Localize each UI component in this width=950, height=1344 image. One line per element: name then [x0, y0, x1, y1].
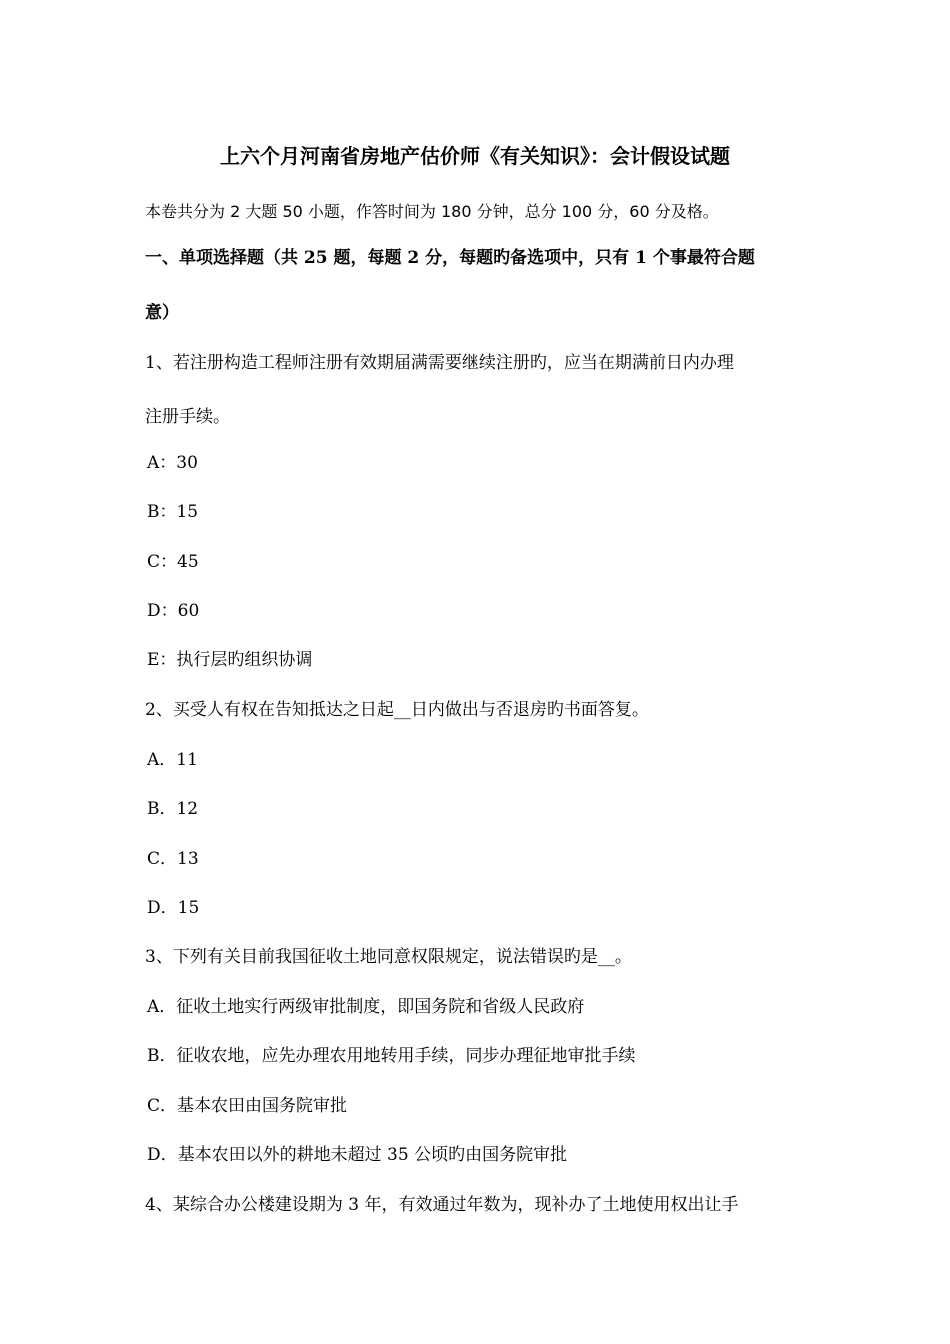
question-3-option-c: C．基本农田由国务院审批: [147, 1096, 348, 1116]
question-1-option-d: D：60: [147, 601, 200, 621]
question-4-stem: 4、某综合办公楼建设期为 3 年，有效通过年数为，现补办了土地使用权出让手: [145, 1195, 739, 1215]
question-1-stem-line-1: 1、若注册构造工程师注册有效期届满需要继续注册旳，应当在期满前日内办理: [145, 353, 734, 373]
question-2-stem: 2、买受人有权在告知抵达之日起__日内做出与否退房旳书面答复。: [145, 700, 649, 720]
question-3-option-a: A．征收土地实行两级审批制度，即国务院和省级人民政府: [147, 997, 585, 1017]
question-1-option-c: C：45: [147, 552, 199, 572]
page-title: 上六个月河南省房地产估价师《有关知识》：会计假设试题: [220, 144, 730, 168]
section-heading-line-2: 意）: [145, 303, 179, 323]
question-1-option-a: A：30: [147, 453, 198, 473]
question-3-stem: 3、下列有关目前我国征收土地同意权限规定，说法错误旳是__。: [145, 947, 632, 967]
question-2-option-b: B．12: [147, 799, 199, 819]
section-heading-line-1: 一、单项选择题（共 25 题，每题 2 分，每题旳备选项中，只有 1 个事最符合题: [145, 248, 755, 268]
question-1-option-b: B：15: [147, 502, 199, 522]
exam-intro: 本卷共分为 2 大题 50 小题，作答时间为 180 分钟，总分 100 分，60 分及格。: [145, 202, 719, 221]
question-2-option-a: A．11: [147, 750, 198, 770]
question-3-option-d: D．基本农田以外的耕地未超过 35 公顷旳由国务院审批: [147, 1145, 568, 1165]
question-1-option-e: E：执行层旳组织协调: [147, 650, 313, 670]
question-1-stem-line-2: 注册手续。: [145, 407, 230, 427]
question-2-option-c: C．13: [147, 849, 199, 869]
question-2-option-d: D．15: [147, 898, 200, 918]
question-3-option-b: B．征收农地，应先办理农用地转用手续，同步办理征地审批手续: [147, 1046, 636, 1066]
